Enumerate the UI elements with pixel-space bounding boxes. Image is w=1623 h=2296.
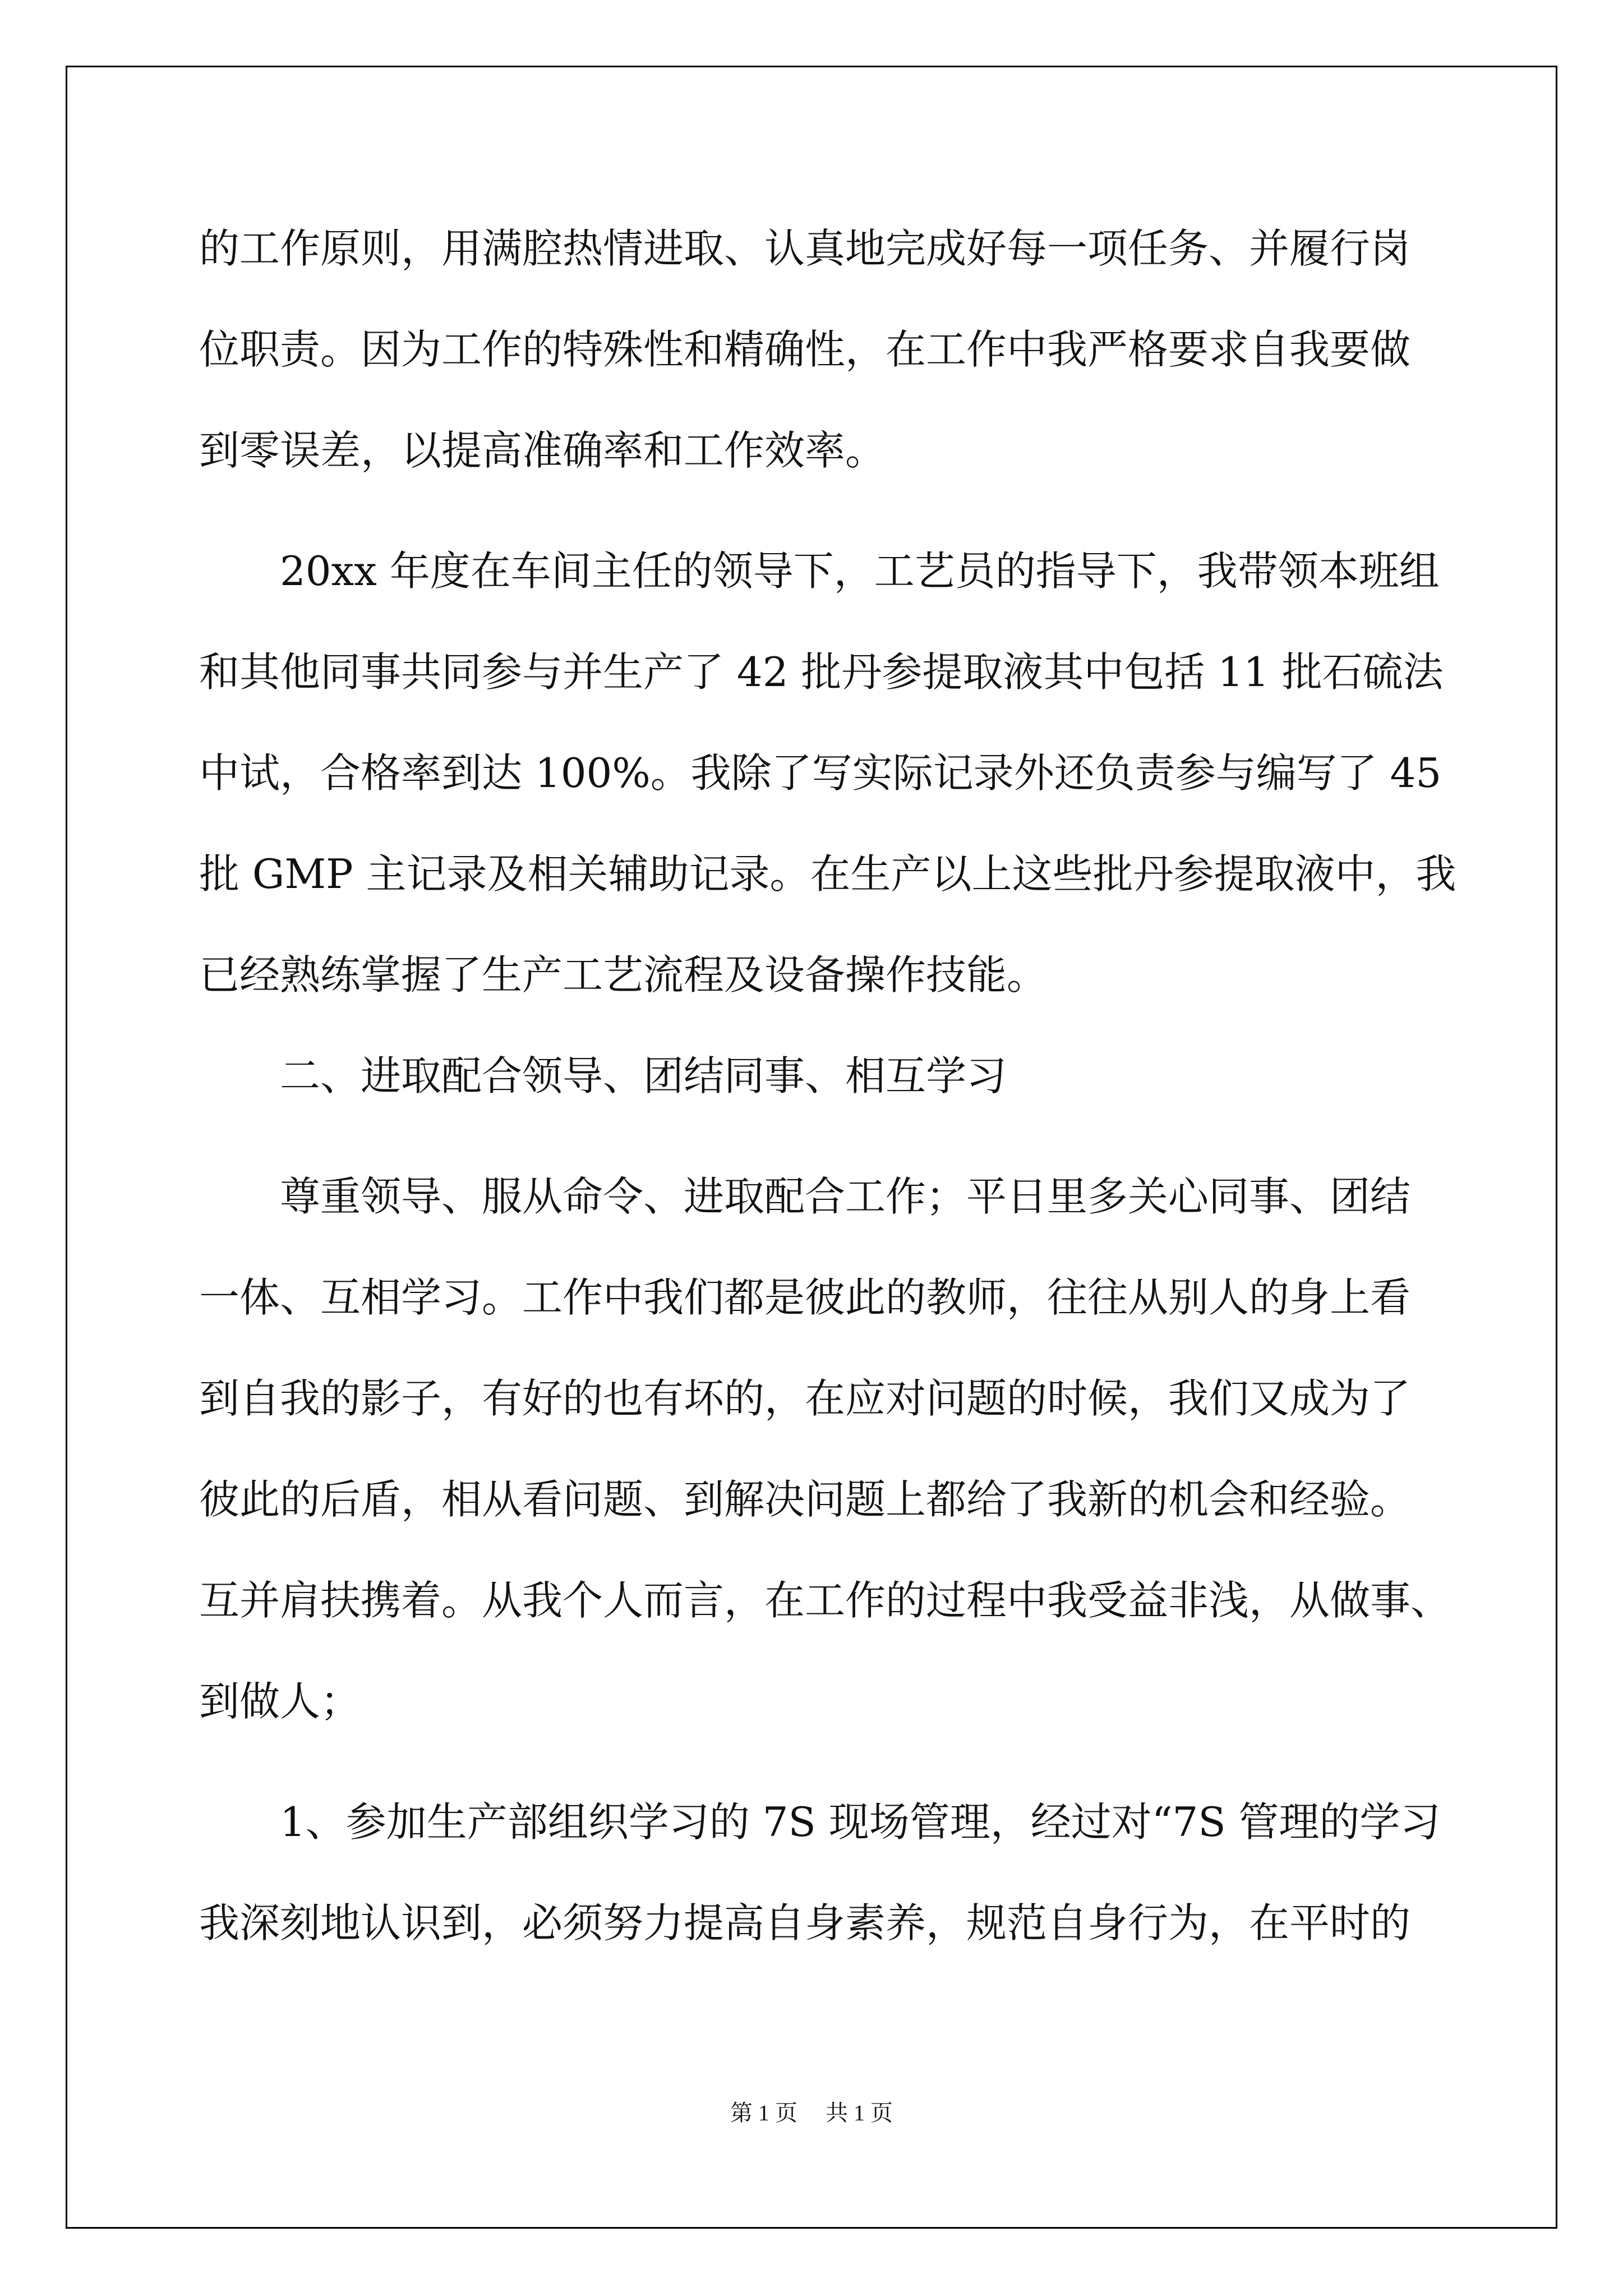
body-line: 一体、互相学习。工作中我们都是彼此的教师，往往从别人的身上看 [199,1274,1411,1321]
body-line: 尊重领导、服从命令、进取配合工作；平日里多关心同事、团结 [199,1173,1411,1220]
body-line: 已经熟练掌握了生产工艺流程及设备操作技能。 [199,951,1048,999]
body-line: 1、参加生产部组织学习的 7S 现场管理，经过对“7S 管理的学习 [199,1798,1441,1846]
body-line: 20xx 年度在车间主任的领导下，工艺员的指导下，我带领本班组 [199,547,1440,595]
body-line: 中试，合格率到达 100%。我除了写实际记录外还负责参与编写了 45 [199,749,1442,797]
body-line: 到自我的影子，有好的也有坏的，在应对问题的时候，我们又成为了 [199,1375,1411,1422]
body-line: 互并肩扶携着。从我个人而言，在工作的过程中我受益非浅，从做事、 [199,1577,1451,1624]
body-line: 到零误差，以提高准确率和工作效率。 [199,427,886,474]
body-line: 我深刻地认识到，必须努力提高自身素养，规范自身行为，在平时的 [199,1899,1411,1947]
body-line: 批 GMP 主记录及相关辅助记录。在生产以上这些批丹参提取液中，我 [199,850,1456,898]
section-heading: 二、进取配合领导、团结同事、相互学习 [199,1052,1007,1099]
body-line: 到做人； [199,1678,361,1725]
body-line: 彼此的后盾，相从看问题、到解决问题上都给了我新的机会和经验。 [199,1476,1411,1523]
body-line: 位职责。因为工作的特殊性和精确性，在工作中我严格要求自我要做 [199,326,1411,373]
body-line: 的工作原则，用满腔热情进取、认真地完成好每一项任务、并履行岗 [199,225,1411,272]
page-number-footer: 第 1 页 共 1 页 [730,2100,893,2125]
body-line: 和其他同事共同参与并生产了 42 批丹参提取液其中包括 11 批石硫法 [199,648,1444,696]
